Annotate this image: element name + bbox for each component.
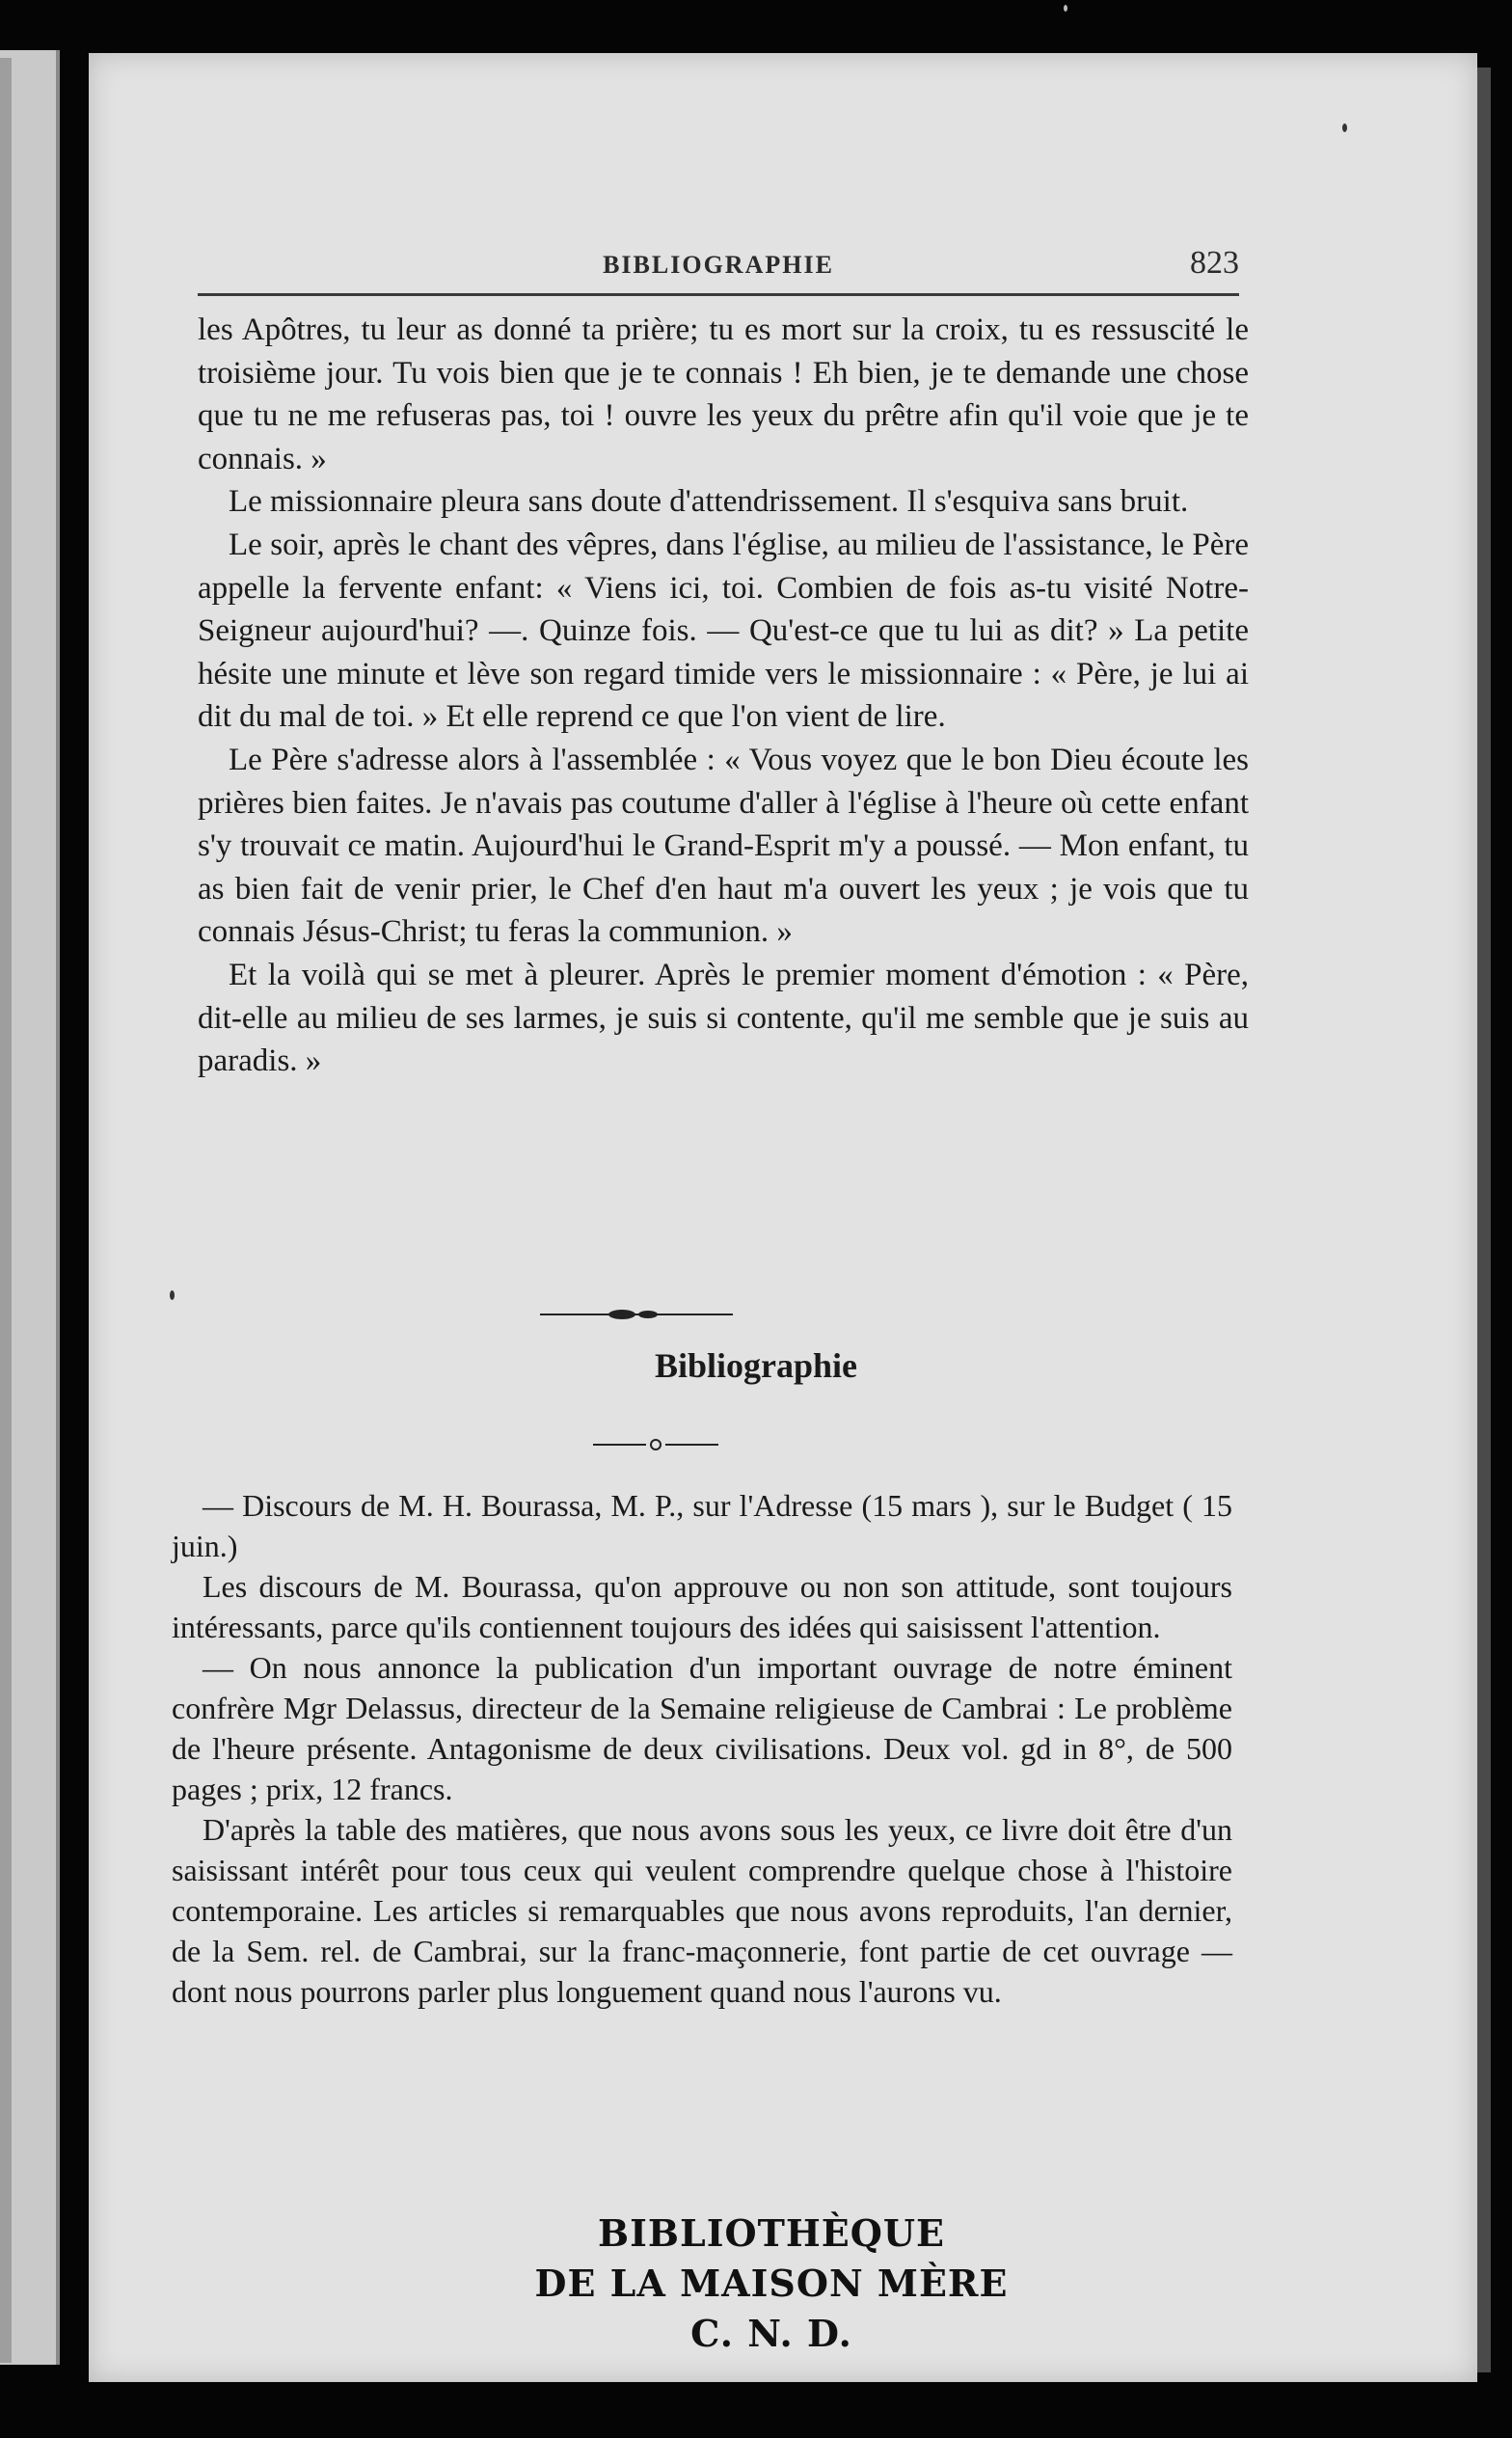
bibliography-entry: — Discours de M. H. Bourassa, M. P., sur l'Adresse (15 mars ), sur le Budget ( 15 juin.) (172, 1488, 1232, 1563)
stamp-line: C. N. D. (690, 2312, 852, 2355)
body-paragraph: Le missionnaire pleura sans doute d'attendrissement. Il s'esquiva sans bruit. (229, 484, 1189, 520)
bibliography-title-text: Bibliographie (654, 1346, 858, 1385)
page-number: 823 (1190, 245, 1239, 281)
stamp-line: BIBLIOTHÈQUE (598, 2211, 945, 2255)
body-paragraph: Le Père s'adresse alors à l'assemblée : « Vous voyez que le bon Dieu écoute les prières bien faites. Je n'avais pas coutume d'aller à l'église à l'heure où cette enfant s'y trouvait ce matin. Aujourd'hui le Grand-Esprit m'y a poussé. — Mon enfant, tu as bien fait de venir prier, le Chef d'en haut m'a ouvert les yeux ; je vois que tu connais Jésus-Christ; tu feras la communion. » (198, 742, 1249, 950)
bibliography-title (0, 1345, 1512, 1386)
facing-page-shadow (0, 58, 12, 2363)
section-ornament (540, 1300, 733, 1329)
header-rule (198, 293, 1239, 296)
stamp-line: DE LA MAISON MÈRE (534, 2262, 1009, 2305)
body-paragraph: Et la voilà qui se met à pleurer. Après le premier moment d'émotion : « Père, dit-elle au milieu de ses larmes, je suis si contente, qu'il me semble que je suis au paradis. » (198, 957, 1249, 1079)
bibliography-entry: — On nous annonce la publication d'un important ouvrage de notre éminent confrère Mgr Delassus, directeur de la Semaine religieuse de Cambrai : Le problème de l'heure présente. Antagonisme de deux civilisations. Deux vol. gd in 8°, de 500 pages ; prix, 12 francs. (172, 1650, 1232, 1806)
body-paragraph: les Apôtres, tu leur as donné ta prière; tu es mort sur la croix, tu es ressuscité le troisième jour. Tu vois bien que je te connais ! Eh bien, je te demande une chose que tu ne me refuseras pas, toi ! ouvre les yeux du prêtre afin qu'il voie que je te connais. » (198, 312, 1249, 476)
bibliography-entry: D'après la table des matières, que nous avons sous les yeux, ce livre doit être d'un saisissant intérêt pour tous ceux qui veulent comprendre quelque chose à l'histoire contemporaine. Les articles si remarquables que nous avons reproduits, l'an dernier, de la Sem. rel. de Cambrai, sur la franc-maçonnerie, font partie de cet ouvrage — dont nous pourrons parler plus longuement quand nous l'aurons vu. (172, 1812, 1232, 2009)
body-paragraph: Le soir, après le chant des vêpres, dans l'église, au milieu de l'assistance, le Père appelle la fervente enfant: « Viens ici, toi. Combien de fois as-tu visité Notre-Seigneur aujourd'hui? —. Quinze fois. — Qu'est-ce que tu lui as dit? » La petite hésite une minute et lève son regard timide vers le missionnaire : « Père, je lui ai dit du mal de toi. » Et elle reprend ce que l'on vient de lire. (198, 527, 1249, 735)
running-title: BIBLIOGRAPHIE (603, 251, 834, 279)
dust-speck (1064, 5, 1067, 12)
bibliography-body (172, 1485, 1232, 2012)
article-body (198, 309, 1249, 1083)
library-stamp (501, 2208, 1041, 2359)
dust-speck (170, 1290, 175, 1300)
dust-speck (1342, 123, 1347, 132)
bibliography-entry: Les discours de M. Bourassa, qu'on approuve ou non son attitude, sont toujours intéressants, parce qu'ils contiennent toujours des idées qui saisissent l'attention. (172, 1569, 1232, 1644)
page-edge (1477, 68, 1491, 2372)
title-ornament (593, 1435, 718, 1454)
running-head (198, 245, 1239, 309)
